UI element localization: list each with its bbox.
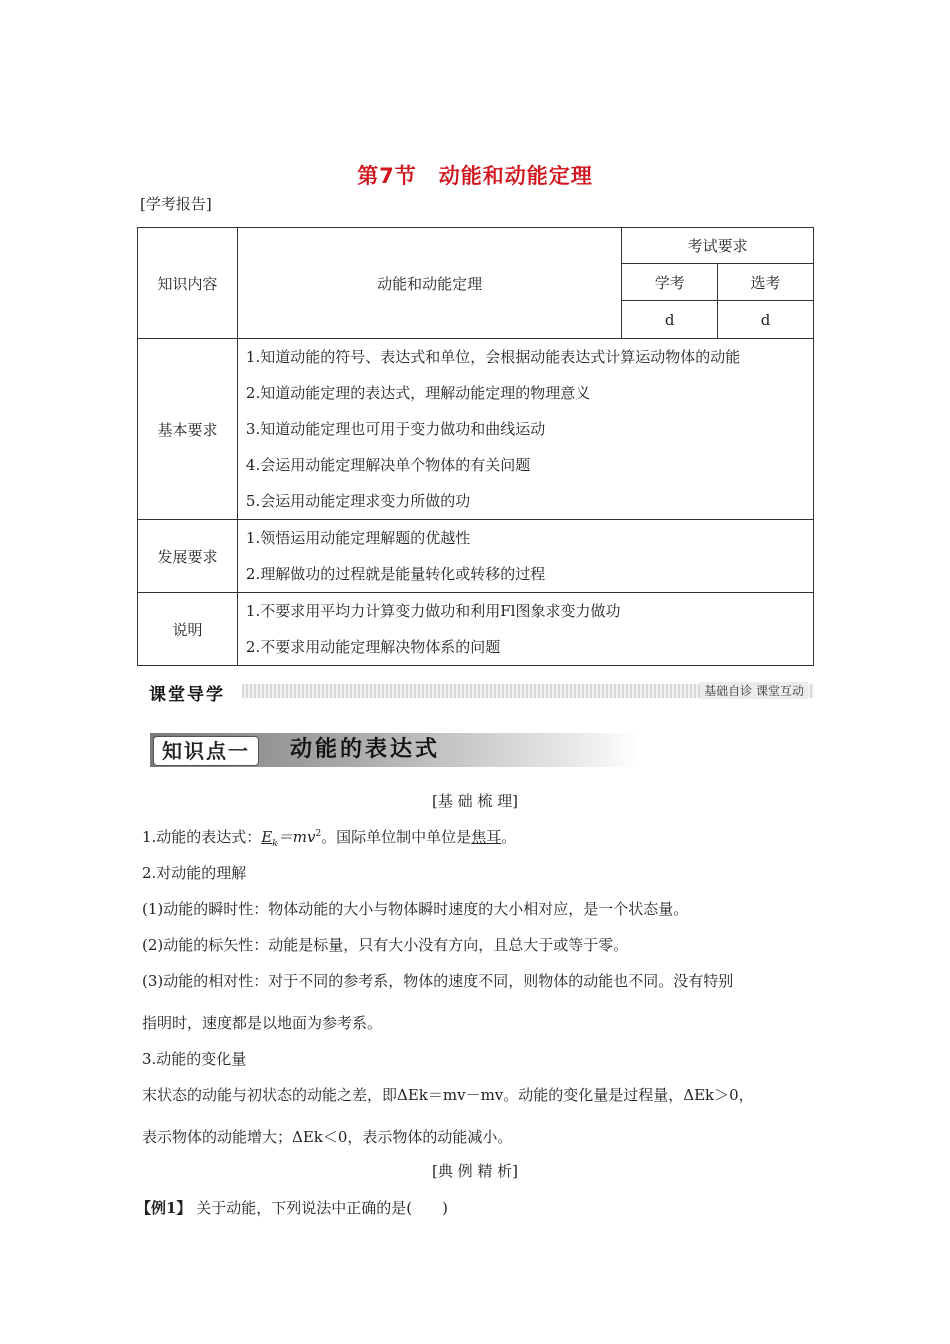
band-title: 课堂导学 [149, 685, 225, 705]
kinetic-energy-formula: $E_k$ [261, 828, 278, 849]
row-items-basic [237, 339, 813, 520]
section-basic-heading: [基 础 梳 理] [431, 792, 518, 810]
xuankao-cell: 选考 [718, 264, 814, 301]
unit-joule: 焦耳 [471, 828, 502, 846]
knowledge-point-title: 动能的表达式 [290, 737, 441, 762]
list-item: 1.知道动能的符号、表达式和单位，会根据动能表达式计算运动物体的动能 [245, 348, 741, 366]
line-3: (1)动能的瞬时性：物体动能的大小与物体瞬时速度的大小相对应，是一个状态量。 [142, 900, 689, 918]
line-4: (2)动能的标矢性：动能是标量，只有大小没有方向，且总大于或等于零。 [142, 936, 629, 954]
line-9: 表示物体的动能增大；ΔEk＜0，表示物体的动能减小。 [142, 1128, 513, 1146]
xuekao-level: d [622, 301, 718, 339]
line-8: 末状态的动能与初状态的动能之差，即ΔEk＝mv－mv。动能的变化量是过程量，ΔEk＞0， [142, 1086, 754, 1104]
knowledge-point-header [150, 733, 640, 767]
list-item: 2.知道动能定理的表达式，理解动能定理的物理意义 [245, 384, 591, 402]
header-label: 知识内容 [138, 228, 238, 339]
page-title: 第7节 动能和动能定理 [357, 164, 593, 188]
list-item: 1.不要求用平均力计算变力做功和利用Fl图象求变力做功 [245, 602, 621, 620]
band-subtitle: 基础自诊 课堂互动 [700, 682, 808, 699]
line-7: 3.动能的变化量 [142, 1050, 247, 1068]
knowledge-point-tag: 知识点一 [153, 736, 259, 766]
example-text: 关于动能，下列说法中正确的是( ) [196, 1199, 448, 1217]
line-1: 1.动能的表达式：$E_k=mv^2$。国际单位制中单位是焦耳。 [142, 828, 517, 849]
xuankao-level: d [718, 301, 814, 339]
requirements-table [137, 227, 814, 666]
list-item: 2.理解做功的过程就是能量转化或转移的过程 [245, 565, 546, 583]
line-5: (3)动能的相对性：对于不同的参考系，物体的速度不同，则物体的动能也不同。没有特别 [142, 972, 734, 990]
row-label-basic: 基本要求 [138, 339, 238, 520]
example-tag: 【例1】 [136, 1199, 192, 1217]
section-band [137, 680, 814, 705]
row-items-advanced [237, 520, 813, 593]
line-6: 指明时，速度都是以地面为参考系。 [142, 1014, 383, 1032]
list-item: 5.会运用动能定理求变力所做的功 [245, 492, 471, 510]
exam-req-cell: 考试要求 [622, 228, 814, 264]
list-item: 3.知道动能定理也可用于变力做功和曲线运动 [245, 420, 546, 438]
row-label-advanced: 发展要求 [138, 520, 238, 593]
list-item: 1.领悟运用动能定理解题的优越性 [245, 529, 471, 547]
list-item: 2.不要求用动能定理解决物体系的问题 [245, 638, 501, 656]
row-items-notes [237, 593, 813, 666]
example-1 [136, 1197, 448, 1218]
line-2: 2.对动能的理解 [142, 864, 247, 882]
row-label-notes: 说明 [138, 593, 238, 666]
section-example-heading: [典 例 精 析] [431, 1162, 518, 1180]
topic-cell: 动能和动能定理 [237, 228, 621, 339]
xuekao-cell: 学考 [622, 264, 718, 301]
list-item: 4.会运用动能定理解决单个物体的有关问题 [245, 456, 531, 474]
report-label: [学考报告] [140, 195, 212, 213]
